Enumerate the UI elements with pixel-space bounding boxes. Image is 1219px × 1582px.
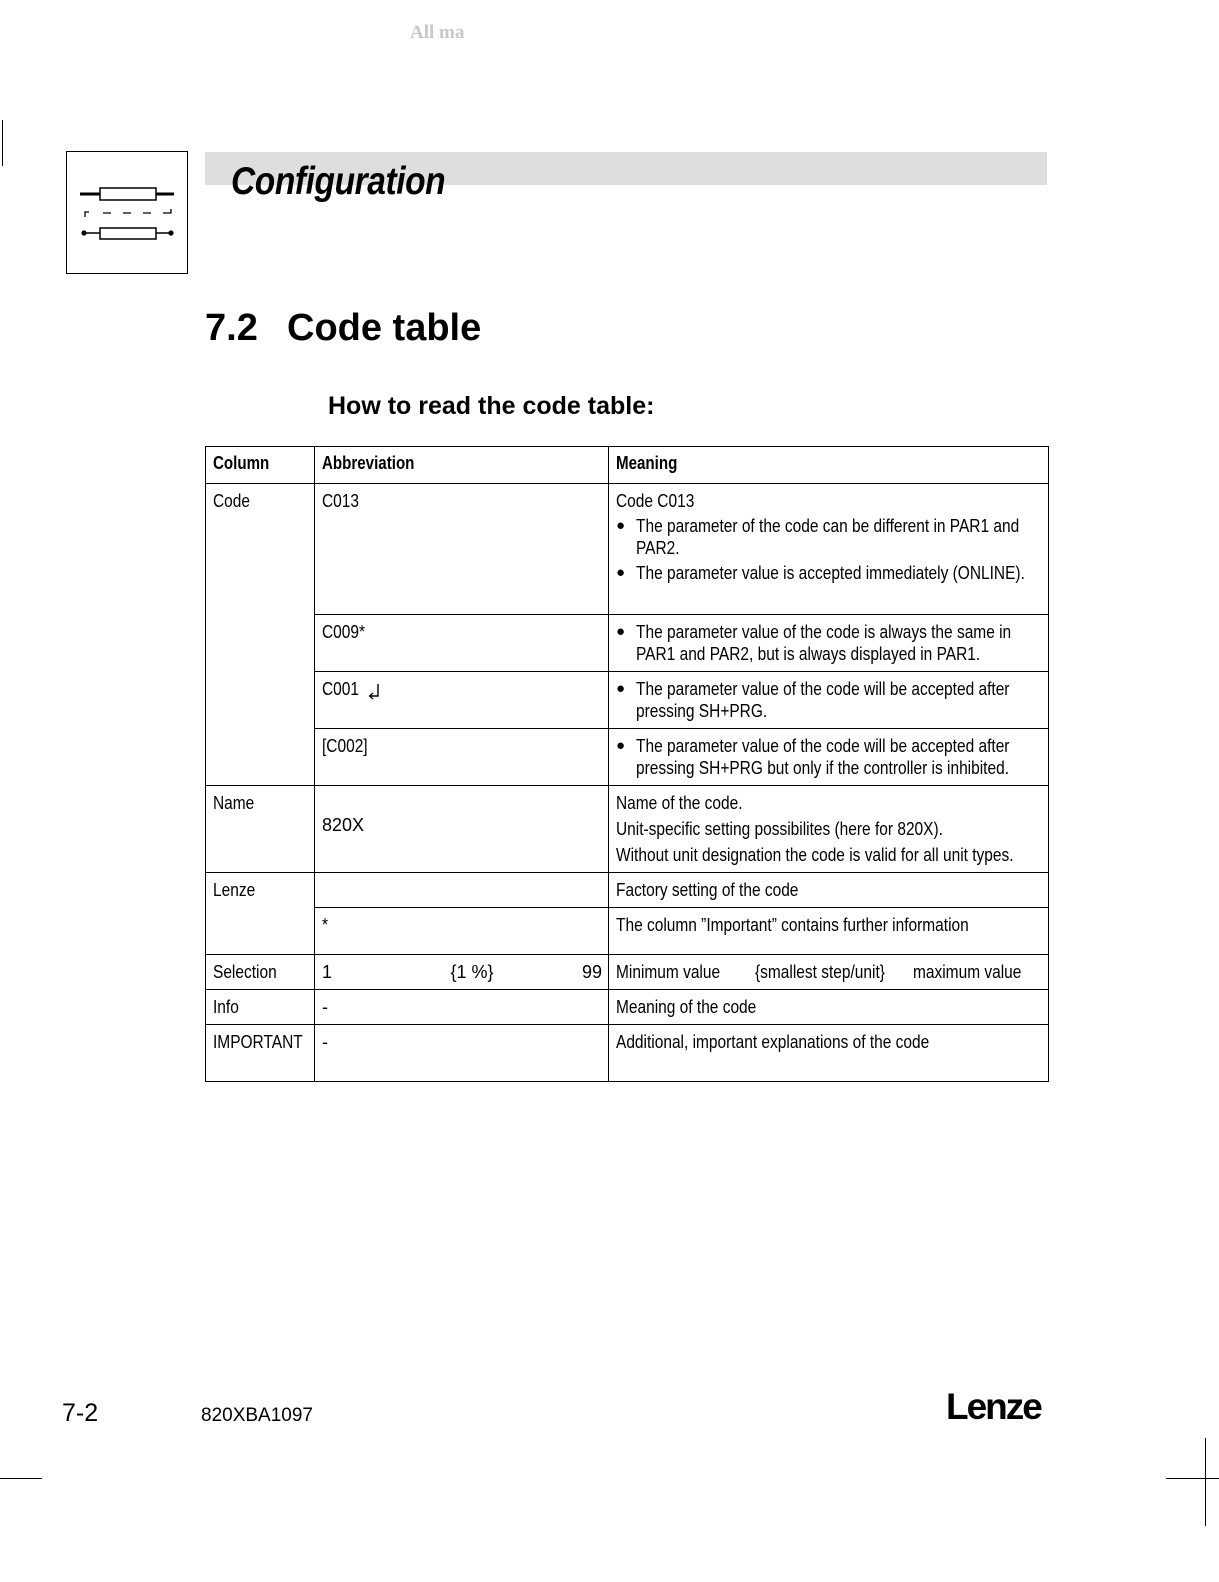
watermark: All ma [410, 22, 465, 43]
cell-meaning: ● The parameter value of the code is always the same in PAR1 and PAR2, but is always displayed in PAR1. [609, 615, 1049, 672]
table-row [206, 873, 1049, 908]
header-abbreviation: Abbreviation [315, 447, 609, 484]
section-heading [205, 307, 481, 350]
cell-abbreviation: - [315, 1025, 609, 1082]
crop-mark [0, 1478, 42, 1479]
document-id: 820XBA1097 [201, 1405, 313, 1426]
bullet-icon: ● [616, 737, 626, 754]
cell-abbreviation: C009* [315, 615, 609, 672]
row-label-name: Name [206, 786, 315, 873]
table-row [206, 672, 1049, 729]
cell-abbreviation [315, 955, 609, 990]
meaning-step: {smallest step/unit} [754, 962, 885, 982]
table-row [206, 615, 1049, 672]
cell-abbreviation: C013 [315, 484, 609, 615]
crop-mark [1166, 1478, 1219, 1479]
cell-meaning: ● The parameter value of the code will be accepted after pressing SH+PRG. [609, 672, 1049, 729]
table-row [206, 729, 1049, 786]
crop-mark [1205, 1438, 1206, 1526]
cell-meaning: Name of the code. Unit-specific setting possibilites (here for 820X). Without unit designation the code is valid for all unit types. [609, 786, 1049, 873]
cell-abbreviation: [C002] [315, 729, 609, 786]
header-meaning: Meaning [609, 447, 1049, 484]
chapter-title: Configuration [231, 160, 446, 203]
code-table [205, 446, 1049, 1082]
cell-abbreviation: * [315, 908, 609, 955]
table-row [206, 908, 1049, 955]
cell-abbreviation: C001 [315, 672, 609, 729]
section-title: Code table [287, 307, 482, 349]
cell-abbreviation: 820X [315, 786, 609, 873]
row-label-code: Code [206, 484, 315, 786]
lenze-logo: Lenze [946, 1386, 1041, 1427]
cell-meaning: Code C013 ● The parameter of the code can be different in PAR1 and PAR2. ● The parameter value is accepted immediately (ONLINE). [609, 484, 1049, 615]
row-label-important: IMPORTANT [206, 1025, 315, 1082]
cell-meaning: Meaning of the code [609, 990, 1049, 1025]
page-number: 7-2 [62, 1399, 99, 1427]
bullet-icon: ● [616, 623, 626, 640]
header-column: Column [206, 447, 315, 484]
cell-meaning: The column ”Important” contains further information [609, 908, 1049, 955]
row-label-lenze: Lenze [206, 873, 315, 955]
cell-meaning [609, 955, 1049, 990]
enter-key-icon [367, 683, 381, 701]
cell-meaning: ● The parameter value of the code will be accepted after pressing SH+PRG but only if the controller is inhibited. [609, 729, 1049, 786]
selection-max: 99 [581, 962, 602, 982]
table-row [206, 1025, 1049, 1082]
row-label-selection: Selection [206, 955, 315, 990]
meaning-min: Minimum value [616, 962, 721, 982]
cell-meaning: Additional, important explanations of the code [609, 1025, 1049, 1082]
bullet-icon: ● [616, 564, 626, 581]
cell-abbreviation [315, 873, 609, 908]
cell-abbreviation: - [315, 990, 609, 1025]
table-row [206, 484, 1049, 615]
section-number: 7.2 [205, 307, 258, 349]
selection-step: {1 %} [450, 962, 494, 982]
crop-mark [2, 120, 3, 166]
table-row [206, 955, 1049, 990]
row-label-info: Info [206, 990, 315, 1025]
table-row [206, 786, 1049, 873]
bullet-icon: ● [616, 517, 626, 534]
meaning-max: maximum value [913, 962, 1022, 982]
table-row [206, 990, 1049, 1025]
configuration-diagram-icon [66, 151, 188, 274]
selection-min: 1 [322, 962, 333, 982]
table-subheading: How to read the code table: [328, 392, 655, 420]
configuration-diagram-graphic [67, 152, 187, 273]
bullet-icon: ● [616, 680, 626, 697]
cell-meaning: Factory setting of the code [609, 873, 1049, 908]
table-header-row [206, 447, 1049, 484]
